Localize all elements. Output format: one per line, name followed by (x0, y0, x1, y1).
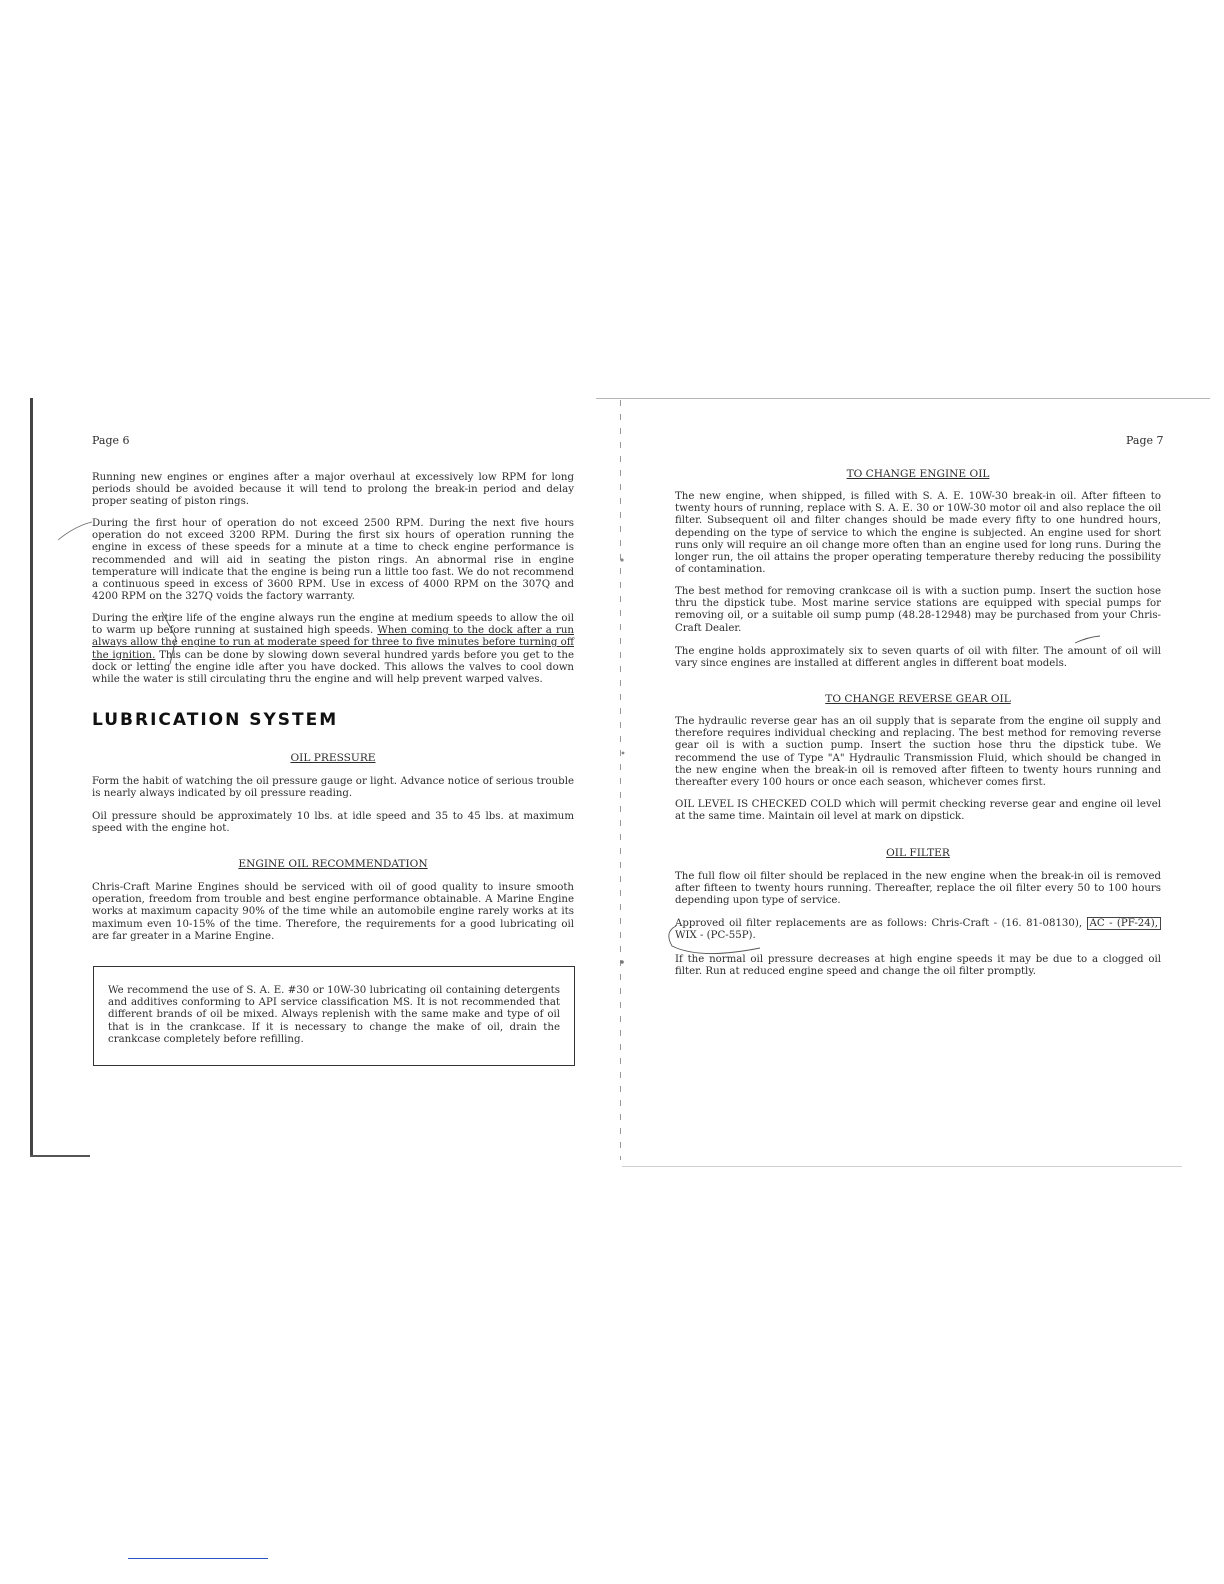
warmup-text-end: This can be done by slowing down several hundred yards before you get to the dock or letting the engine idle after you have docked. This allows the valves to cool down while the water is still circulating thru the engine and will help prevent warped valves. (92, 649, 574, 686)
oil-pressure-heading: OIL PRESSURE (290, 752, 376, 764)
pen-tick-amount (1075, 636, 1100, 643)
oil-recommendation-text: We recommend the use of S. A. E. #30 or 10W-30 lubricating oil containing detergents and additives conforming to API service classification MS. It is not recommended that different brands of oil be mixed. Always replenish with the same make and type of oil that is in the crankcase. If it is necessary to change the make of oil, drain the crankcase completely before refilling. (108, 985, 560, 1045)
oil-pressure-paragraph-2: Oil pressure should be approximately 10 lbs. at idle speed and 35 to 45 lbs. at maximum speed with the engine hot. (92, 811, 574, 835)
section-title: LUBRICATION SYSTEM (92, 710, 339, 730)
engine-oil-heading: ENGINE OIL RECOMMENDATION (238, 858, 428, 870)
engine-oil-paragraph: Chris-Craft Marine Engines should be serviced with oil of good quality to insure smooth operation, freedom from trouble and best engine performance obtainable. A Marine Engine works at maximum capacity 90% of the time while an automobile engine rarely works at its maximum even 10-15% of the time. Therefore, the requirements for a good lubricating oil are far greater in a Marine Engine. (92, 882, 574, 942)
warmup-text-underlined: When coming to the dock after a run always allow the engine to run at moderate speed for three to five minutes before turning off the ignition. (92, 625, 574, 661)
oil-pressure-paragraph-1: Form the habit of watching the oil pressure gauge or light. Advance notice of serious trouble is nearly always indicated by oil pressure reading. (92, 776, 574, 800)
change-oil-paragraph-3: The engine holds approximately six to seven quarts of oil with filter. The amount of oil will vary since engines are installed at different angles in different boat models. (675, 646, 1161, 670)
scan-speck (620, 960, 624, 964)
break-in-paragraph: During the first hour of operation do not exceed 2500 RPM. During the next five hours operation do not exceed 3200 RPM. During the first six hours of operation running the engine in excess of these speeds for a minute at a time to check engine performance is recommended and will aid in seating the piston rings. An abnormal rise in engine temperature will indicate that the engine is being run a little too fast. We do not recommend a continuous speed in excess of 3600 RPM. Use in excess of 4000 RPM on the 307Q and 4200 RPM on the 327Q voids the factory warranty. (92, 518, 574, 603)
scan-speck (622, 752, 625, 755)
pen-stroke-bracket (162, 612, 176, 664)
ac-filter-boxed: AC - (PF-24), (1087, 917, 1161, 930)
reverse-gear-paragraph-2: OIL LEVEL IS CHECKED COLD which will permit checking reverse gear and engine oil level at the same time. Maintain oil level at mark on dipstick. (675, 799, 1161, 823)
reverse-gear-heading: TO CHANGE REVERSE GEAR OIL (825, 693, 1011, 705)
pen-circle-approved (669, 926, 760, 954)
wix-filter: WIX - (PC-55P). (675, 930, 756, 942)
page-number-right: Page 7 (1126, 434, 1164, 447)
scan-speck (620, 558, 623, 561)
filter-list-start: Approved oil filter replacements are as follows: Chris-Craft - (16. 81-08130), (675, 918, 1083, 929)
pen-stroke-margin (58, 522, 92, 540)
change-oil-paragraph-1: The new engine, when shipped, is filled with S. A. E. 10W-30 break-in oil. After fifteen to twenty hours of running, replace with S. A. E. 30 or 10W-30 motor oil and also replace the oil filter. Subsequent oil and filter changes should be made every fifty to one hundred hours, depending on the type of service to which the engine is subjected. An engine used for short runs only will require an oil change more often than an engine used for long runs. During the longer run, the oil attains the proper operating temperature thereby reducing the possibility of contamination. (675, 491, 1161, 576)
warmup-text-start: During the entire life of the engine always run the engine at medium speeds to allow the oil to warm up before running at sustained high speeds. (92, 613, 574, 637)
oil-filter-paragraph-3: If the normal oil pressure decreases at high engine speeds it may be due to a clogged oil filter. Run at reduced engine speed and change the oil filter promptly. (675, 954, 1161, 978)
oil-filter-paragraph-1: The full flow oil filter should be replaced in the new engine when the break-in oil is removed after fifteen to twenty hours running. Thereafter, replace the oil filter every 50 to 100 hours depending upon type of service. (675, 871, 1161, 907)
oil-filter-heading: OIL FILTER (886, 847, 950, 859)
reverse-gear-paragraph-1: The hydraulic reverse gear has an oil supply that is separate from the engine oil supply and therefore requires individual checking and replacing. The best method for removing reverse gear oil is with a suction pump. Insert the suction hose thru the dipstick tube. We recommend the use of Type "A" Hydraulic Transmission Fluid, which should be changed in the new engine when the break-in oil is removed after fifteen to twenty hours running and thereafter every 100 hours or once each season, whichever comes first. (675, 716, 1161, 789)
change-oil-paragraph-2: The best method for removing crankcase oil is with a suction pump. Insert the suction hose thru the dipstick tube. Most marine service stations are equipped with special pumps for removing oil, or a suitable oil sump pump (48.28-12948) may be purchased from your Chris-Craft Dealer. (675, 586, 1161, 634)
change-oil-heading: TO CHANGE ENGINE OIL (846, 468, 990, 480)
page-number-left: Page 6 (92, 434, 130, 447)
intro-paragraph: Running new engines or engines after a major overhaul at excessively low RPM for long periods should be avoided because it will tend to prolong the break-in period and delay proper seating of piston rings. (92, 472, 574, 508)
